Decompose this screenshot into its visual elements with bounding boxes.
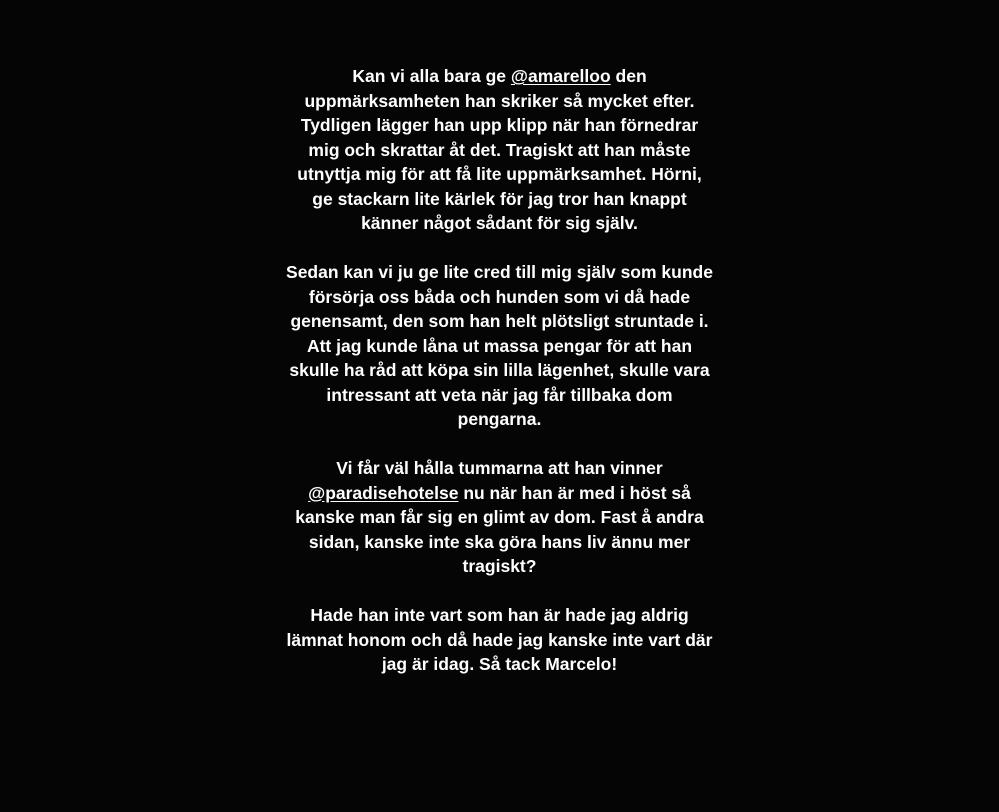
story-line: känner något sådant för sig själv. [361, 213, 638, 233]
story-paragraph-2 [222, 260, 777, 432]
story-line: Sedan kan vi ju ge lite cred till mig själv som kunde [286, 262, 713, 282]
story-line-fragment: nu när han är med i höst så [458, 482, 691, 503]
story-paragraph-1 [222, 64, 777, 236]
story-line: uppmärksamheten han skriker så mycket efter. [304, 90, 695, 111]
story-line: jag är idag. Så tack Marcelo! [381, 654, 618, 674]
story-line-fragment: Kan vi alla bara ge [352, 66, 511, 86]
mention-link-paradisehotelse[interactable]: @paradisehotelse [308, 482, 459, 503]
story-text-block [222, 64, 777, 701]
story-line: försörja oss båda och hunden som vi då hade [308, 286, 691, 307]
story-line: sidan, kanske inte ska göra hans liv ännu mer [308, 531, 691, 552]
story-line: genensamt, den som han helt plötsligt struntade i. [290, 311, 709, 331]
story-line: Att jag kunde låna ut massa pengar för att han [306, 335, 693, 356]
story-line: Vi får väl hålla tummarna att han vinner [336, 458, 663, 478]
story-line: lämnat honom och då hade jag kanske inte vart där [286, 629, 713, 650]
story-line: skulle ha råd att köpa sin lilla lägenhet, skulle vara [289, 360, 710, 380]
story-line: utnyttja mig för att få lite uppmärksamhet. Hörni, [297, 164, 702, 184]
story-line-fragment: den [610, 66, 647, 86]
story-line: mig och skrattar åt det. Tragiskt att han måste [308, 139, 691, 160]
story-line [222, 64, 777, 89]
story-paragraph-3 [222, 456, 777, 579]
story-line: pengarna. [457, 409, 542, 429]
story-line: ge stackarn lite kärlek för jag tror han knappt [312, 188, 687, 209]
story-paragraph-4 [222, 603, 777, 677]
story-line: Tydligen lägger han upp klipp när han förnedrar [300, 115, 699, 135]
story-line: intressant att veta när jag får tillbaka dom [326, 384, 673, 405]
story-line: kanske man får sig en glimt av dom. Fast å andra [295, 507, 704, 527]
story-line: tragiskt? [462, 556, 537, 576]
story-line: Hade han inte vart som han är hade jag aldrig [310, 605, 689, 625]
mention-link-amarelloo[interactable]: @amarelloo [510, 66, 611, 86]
story-line [222, 481, 777, 506]
